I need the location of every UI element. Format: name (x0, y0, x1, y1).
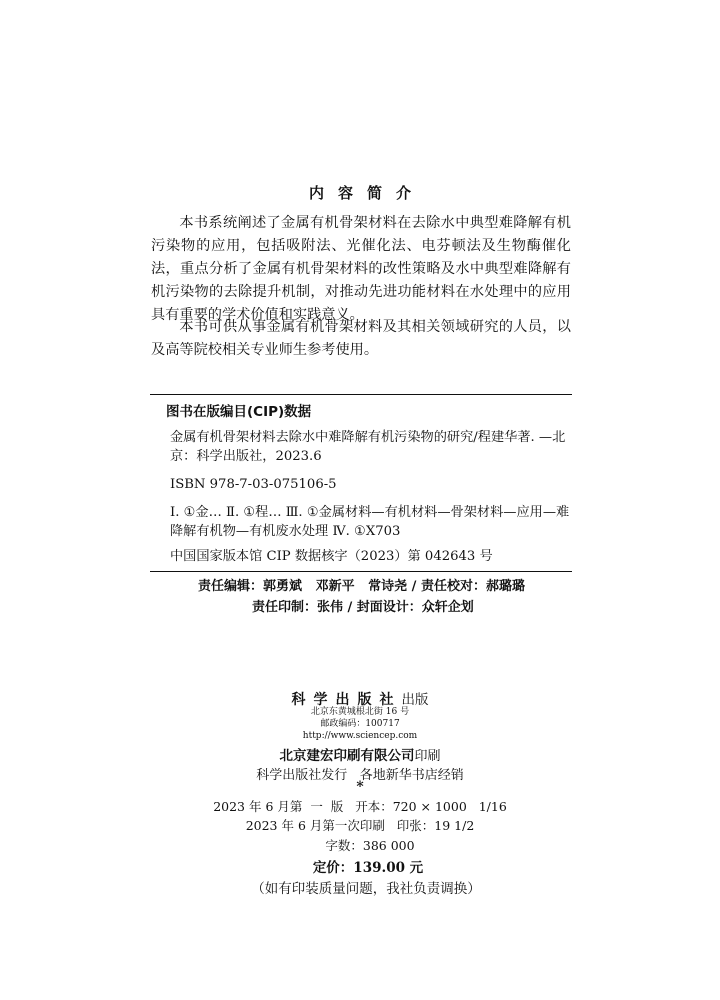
cip-classification: Ⅰ. ①金… Ⅱ. ①程… Ⅲ. ①金属材料—有机材料—骨架材料—应用—难降解有机物—有机废水处理 Ⅳ. ①X703 (170, 505, 570, 539)
cip-top-divider (150, 394, 572, 395)
spec-quality-note: （如有印装质量问题，我社负责调换） (251, 881, 481, 897)
printer-line (0, 744, 720, 764)
spec-word-count: 字数：386 000 (325, 838, 415, 853)
distribution-line: 科学出版社发行 各地新华书店经销 (256, 768, 464, 783)
cip-verification: 中国国家版本馆 CIP 数据核字（2023）第 042643 号 (170, 549, 493, 564)
publisher-suffix: 出版 (401, 692, 429, 708)
credits-editors: 责任编辑：郭勇斌 邓新平 常诗尧 / 责任校对：郝璐璐 (198, 579, 525, 594)
printer-name: 北京建宏印刷有限公司 (279, 748, 415, 764)
cip-isbn: ISBN 978-7-03-075106-5 (170, 477, 337, 492)
summary-paragraph: 本书可供从事金属有机骨架材料及其相关领域研究的人员，以及高等院校相关专业师生参考使用。 (151, 319, 571, 358)
publisher-postcode: 邮政编码：100717 (320, 719, 400, 729)
publisher-address: 北京东黄城根北街 16 号 (310, 707, 410, 717)
credits-production: 责任印制：张伟 / 封面设计：众轩企划 (252, 600, 474, 615)
spec-print: 2023 年 6 月第一次印刷 印张：19 1/2 (245, 818, 475, 833)
spec-price: 定价：139.00 元 (312, 860, 424, 876)
summary-title: 内容简介 (308, 184, 425, 202)
separator-star: * (356, 779, 364, 795)
publisher-url: http://www.sciencep.com (302, 731, 418, 741)
publisher-line (0, 688, 720, 709)
printer-suffix: 印刷 (414, 749, 441, 764)
cip-bottom-divider (150, 571, 572, 572)
cip-heading: 图书在版编目(CIP)数据 (166, 404, 312, 420)
summary-paragraph: 本书系统阐述了金属有机骨架材料在去除水中典型难降解有机污染物的应用，包括吸附法、光催化法、电芬顿法及生物酶催化法，重点分析了金属有机骨架材料的改性策略及水中典型难降解有机污染物的去除提升机制，对推动先进功能材料在水处理中的应用具有重要的学术价值和实践意义。 (151, 215, 571, 323)
cip-main-entry: 金属有机骨架材料去除水中难降解有机污染物的研究/程建华著. —北京：科学出版社，2023.6 (170, 430, 566, 464)
publisher-name: 科学出版社 (291, 692, 402, 708)
spec-edition: 2023 年 6 月第 一 版 开本：720 × 1000 1/16 (213, 799, 507, 814)
